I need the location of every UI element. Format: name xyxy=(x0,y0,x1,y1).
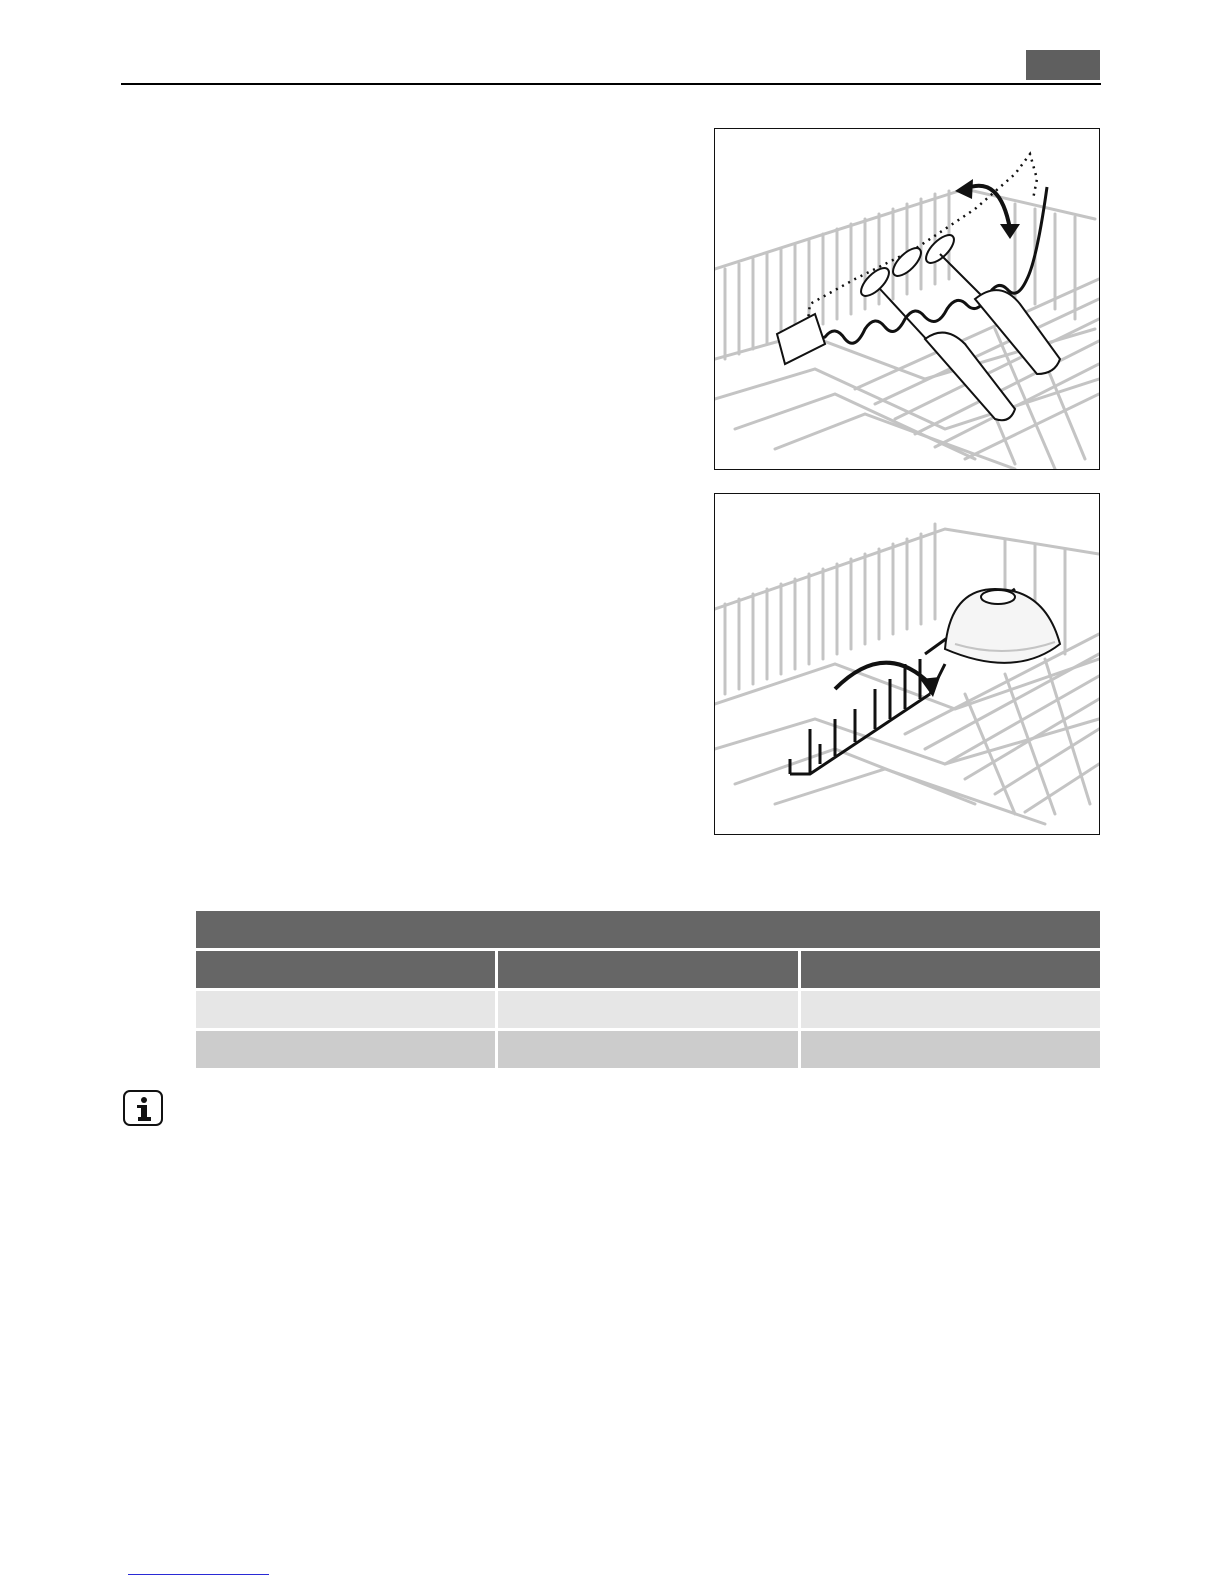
table-cell xyxy=(196,991,495,1028)
table-row xyxy=(196,991,1100,1028)
table-header-cell xyxy=(498,951,797,988)
data-table xyxy=(196,911,1100,1071)
info-icon xyxy=(123,1090,163,1126)
wine-glass-icon xyxy=(777,231,1060,421)
header-tab xyxy=(1026,50,1100,80)
table-cell xyxy=(801,1031,1100,1068)
fold-arrow-icon xyxy=(835,663,940,697)
table-header-cell xyxy=(801,951,1100,988)
table-header-row xyxy=(196,951,1100,988)
table-row xyxy=(196,1031,1100,1068)
bowl-icon xyxy=(945,589,1060,663)
header-rule xyxy=(121,83,1101,85)
table-cell xyxy=(196,1031,495,1068)
table-title-row xyxy=(196,911,1100,948)
wine-glass-rack-illustration xyxy=(714,128,1100,470)
table-cell xyxy=(801,991,1100,1028)
dish-rack-icon xyxy=(715,494,1099,834)
plate-rack-fold-illustration xyxy=(714,493,1100,835)
dish-rack-icon xyxy=(715,129,1099,469)
table-header-cell xyxy=(196,951,495,988)
fold-arrow-icon xyxy=(955,179,1020,239)
table-cell xyxy=(498,1031,797,1068)
footer-link-underline[interactable] xyxy=(128,1574,269,1575)
table-cell xyxy=(498,991,797,1028)
